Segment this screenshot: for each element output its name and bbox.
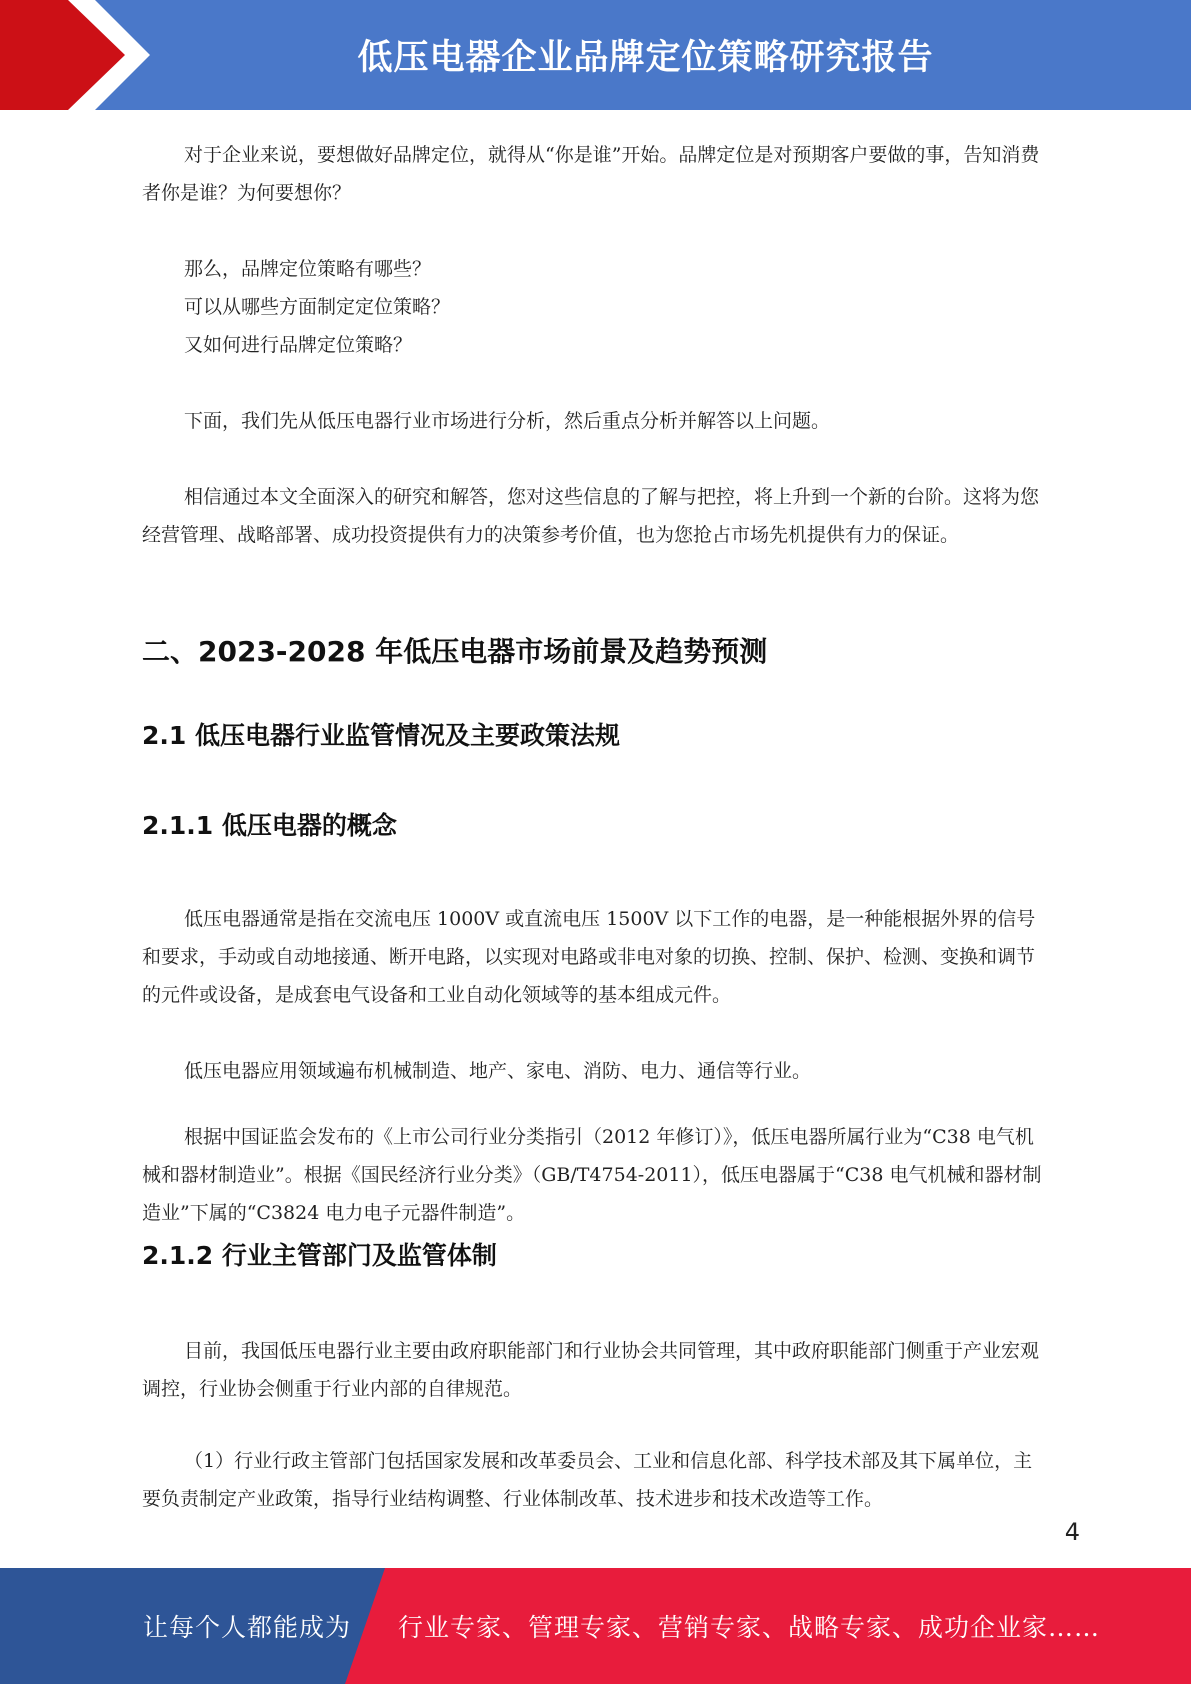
paragraph: 目前，我国低压电器行业主要由政府职能部门和行业协会共同管理，其中政府职能部门侧重于产业宏观调控，行业协会侧重于行业内部的自律规范。	[142, 1340, 1040, 1400]
page-footer	[0, 1568, 1191, 1684]
section-heading: 二、2023-2028 年低压电器市场前景及趋势预测	[142, 635, 768, 668]
paragraph: 相信通过本文全面深入的研究和解答，您对这些信息的了解与把控，将上升到一个新的台阶。这将为您经营管理、战略部署、成功投资提供有力的决策参考价值，也为您抢占市场先机提供有力的保证。	[142, 486, 1040, 546]
paragraph: 下面，我们先从低压电器行业市场进行分析，然后重点分析并解答以上问题。	[184, 410, 831, 432]
paragraph: 低压电器通常是指在交流电压 1000V 或直流电压 1500V 以下工作的电器，是一种能根据外界的信号和要求，手动或自动地接通、断开电路，以实现对电路或非电对象的切换、控制、保护、检测、变换和调节的元件或设备，是成套电气设备和工业自动化领域等的基本组成元件。	[142, 908, 1036, 1006]
question-list	[142, 250, 1047, 364]
page-header	[0, 0, 1191, 110]
footer-slogan-left: 让每个人都能成为	[143, 1613, 352, 1642]
question-item: 又如何进行品牌定位策略？	[184, 334, 413, 356]
question-item: 那么，品牌定位策略有哪些？	[184, 258, 432, 280]
paragraph: 对于企业来说，要想做好品牌定位，就得从“你是谁”开始。品牌定位是对预期客户要做的事，告知消费者你是谁？为何要想你？	[142, 144, 1040, 204]
paragraph: 根据中国证监会发布的《上市公司行业分类指引（2012 年修订）》，低压电器所属行业为“C38 电气机械和器材制造业”。根据《国民经济行业分类》（GB/T4754-2011），低压电器属于“C38 电气机械和器材制造业”下属的“C3824 电力电子元器件制造”。	[142, 1126, 1042, 1224]
paragraph: （1）行业行政主管部门包括国家发展和改革委员会、工业和信息化部、科学技术部及其下属单位，主要负责制定产业政策，指导行业结构调整、行业体制改革、技术进步和技术改造等工作。	[142, 1450, 1033, 1510]
paragraph: 低压电器应用领域遍布机械制造、地产、家电、消防、电力、通信等行业。	[184, 1060, 812, 1082]
footer-slogan-right: 行业专家、管理专家、营销专家、战略专家、成功企业家……	[398, 1613, 1101, 1642]
subsubsection-heading: 2.1.2 行业主管部门及监管体制	[142, 1241, 497, 1270]
document-title: 低压电器企业品牌定位策略研究报告	[357, 38, 934, 78]
subsection-heading: 2.1 低压电器行业监管情况及主要政策法规	[142, 721, 620, 750]
page-number: 4	[1064, 1518, 1080, 1546]
question-item: 可以从哪些方面制定定位策略？	[184, 296, 451, 318]
subsubsection-heading: 2.1.1 低压电器的概念	[142, 811, 397, 840]
